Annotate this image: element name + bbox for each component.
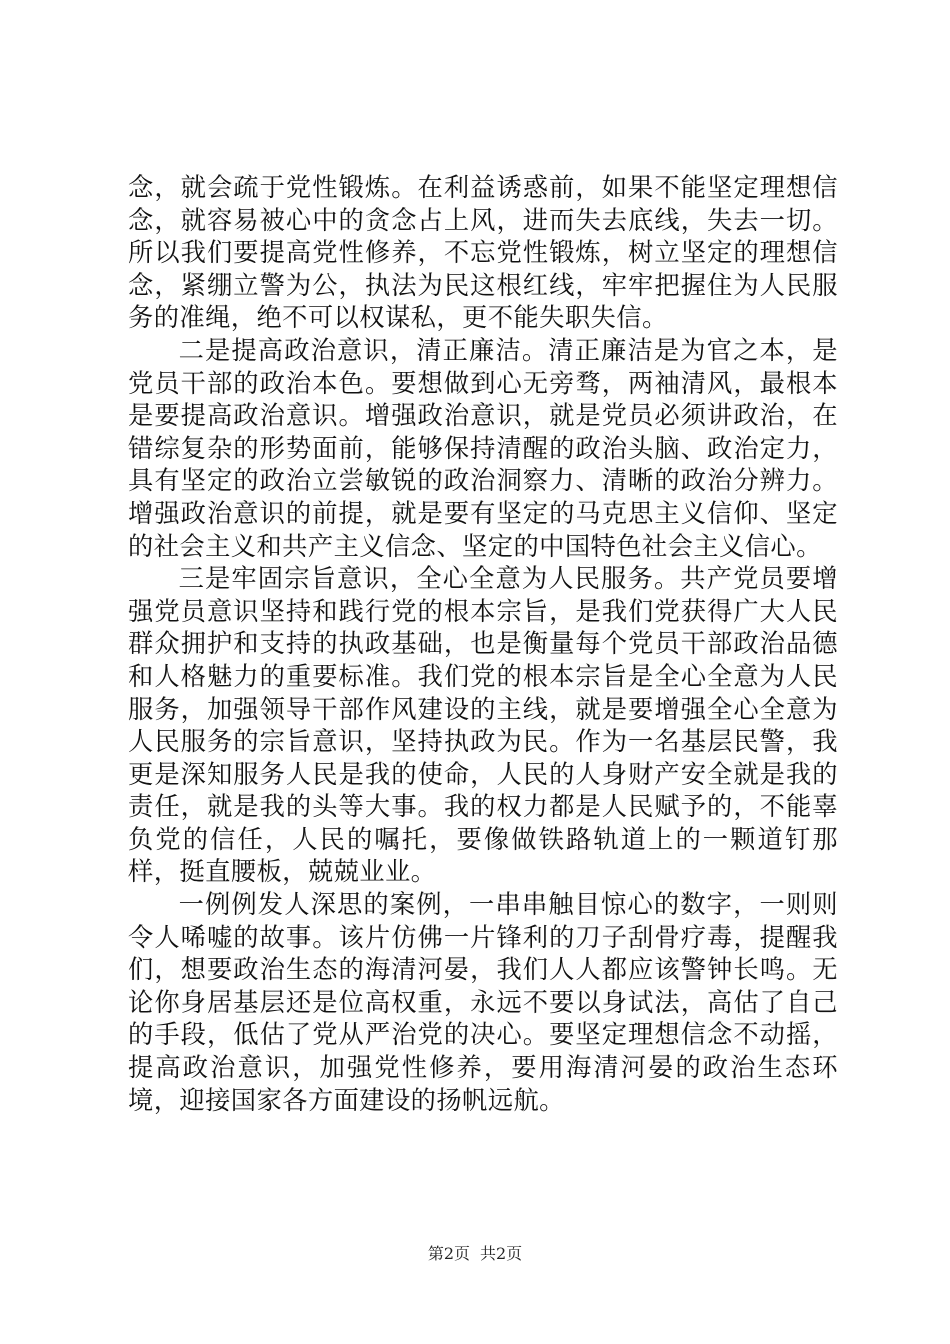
paragraph-2: 二是提高政治意识，清正廉洁。清正廉洁是为官之本，是党员干部的政治本色。要想做到心无旁骛，两袖清风，最根本是要提高政治意识。增强政治意识，就是党员必须讲政治，在错综复杂的形势面前，能够保持清醒的政治头脑、政治定力，具有坚定的政治立尝敏锐的政治洞察力、清晰的政治分辨力。增强政治意识的前提，就是要有坚定的马克思主义信仰、坚定的社会主义和共产主义信念、坚定的中国特色社会主义信心。: [128, 335, 838, 561]
document-body: [128, 172, 838, 1117]
paragraph-3: 三是牢固宗旨意识，全心全意为人民服务。共产党员要增强党员意识坚持和践行党的根本宗旨，是我们党获得广大人民群众拥护和支持的执政基础，也是衡量每个党员干部政治品德和人格魅力的重要标准。我们党的根本宗旨是全心全意为人民服务，加强领导干部作风建设的主线，就是要增强全心全意为人民服务的宗旨意识，坚持执政为民。作为一名基层民警，我更是深知服务人民是我的使命，人民的人身财产安全就是我的责任，就是我的头等大事。我的权力都是人民赋予的，不能辜负党的信任，人民的嘱托，要像做铁路轨道上的一颗道钉那样，挺直腰板，兢兢业业。: [128, 564, 838, 887]
page-total: 共2页: [480, 1244, 523, 1263]
page-footer: [0, 1244, 950, 1264]
paragraph-1: 念，就会疏于党性锻炼。在利益诱惑前，如果不能坚定理想信念，就容易被心中的贪念占上风，进而失去底线，失去一切。所以我们要提高党性修养，不忘党性锻炼，树立坚定的理想信念，紧绷立警为公，执法为民这根红线，牢牢把握住为人民服务的准绳，绝不可以权谋私，更不能失职失信。: [128, 173, 838, 333]
paragraph-4: 一例例发人深思的案例，一串串触目惊心的数字，一则则令人唏嘘的故事。该片仿佛一片锋利的刀子刮骨疗毒，提醒我们，想要政治生态的海清河晏，我们人人都应该警钟长鸣。无论你身居基层还是位高权重，永远不要以身试法，高估了自己的手段，低估了党从严治党的决心。要坚定理想信念不动摇，提高政治意识，加强党性修养，要用海清河晏的政治生态环境，迎接国家各方面建设的扬帆远航。: [128, 890, 838, 1115]
page-number: 第2页: [427, 1244, 470, 1263]
